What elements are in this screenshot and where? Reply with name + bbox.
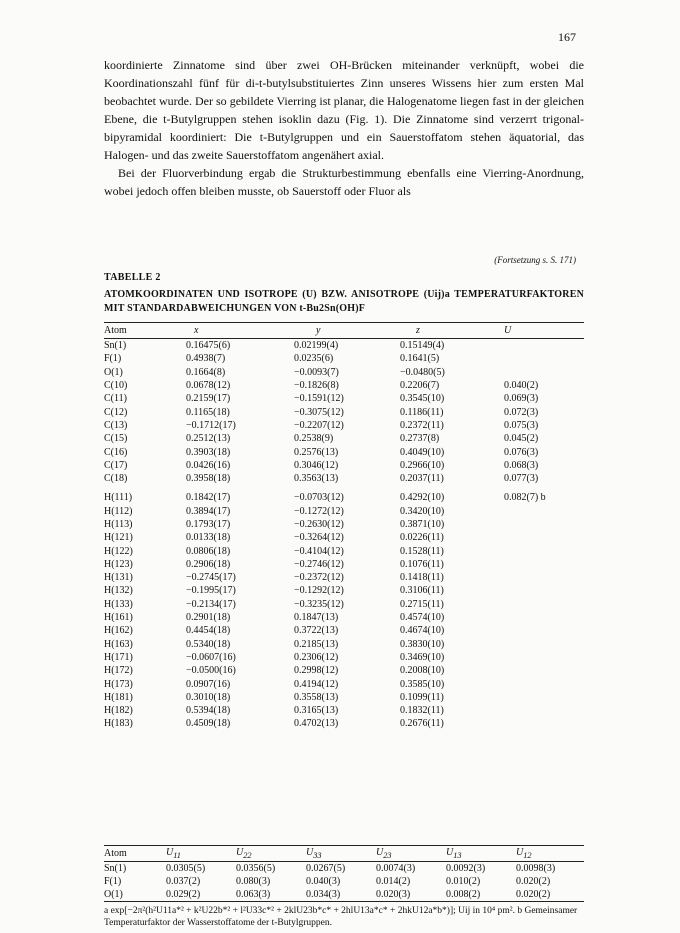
table-cell: −0.1591(12) [294, 393, 344, 405]
table-row [104, 518, 584, 531]
table-cell: 0.4938(7) [186, 353, 226, 365]
table-cell: H(122) [104, 545, 133, 557]
table-cell: H(123) [104, 558, 133, 570]
table-cell: 0.15149(4) [400, 340, 445, 352]
table-cell: 0.1664(8) [186, 366, 226, 378]
col-header-atom: Atom [104, 323, 176, 339]
table-cell: 0.3046(12) [294, 459, 339, 471]
table-cell: −0.3235(12) [294, 598, 344, 610]
table-cell: 0.3894(17) [186, 505, 231, 517]
heavy-atom-rows [104, 339, 584, 486]
table-cell [504, 638, 584, 651]
table-cell: 0.0226(11) [400, 532, 444, 544]
table-cell: 0.02199(4) [294, 340, 339, 352]
table-row [104, 544, 584, 557]
table-cell [504, 598, 584, 611]
table-cell: 0.2676(11) [400, 718, 444, 730]
table-cell: 0.2185(13) [294, 638, 339, 650]
table-cell: 0.4194(12) [294, 678, 339, 690]
table-cell: 0.0907(16) [186, 678, 231, 690]
table-cell: 0.034(3) [306, 888, 376, 902]
table-cell: H(121) [104, 532, 133, 544]
table-row [104, 862, 584, 876]
table-cell: 0.010(2) [446, 876, 481, 887]
col-header-atom: Atom [104, 846, 166, 862]
table-cell: H(132) [104, 585, 133, 597]
table-row [104, 888, 584, 902]
table-cell [504, 611, 584, 624]
col-header-u33: $U_{33}$ [306, 846, 376, 862]
table-row [104, 875, 584, 888]
table-cell: −0.0480(5) [400, 366, 445, 378]
table-cell: H(113) [104, 519, 133, 530]
table-cell: 0.1165(18) [186, 406, 230, 418]
table-row [104, 419, 584, 432]
table-cell: −0.1712(17) [186, 419, 236, 431]
table-cell: 0.3420(10) [400, 505, 445, 517]
table-cell: 0.2206(7) [400, 380, 440, 392]
table-cell: −0.0093(7) [294, 366, 339, 378]
table-cell [504, 624, 584, 637]
table-cell: 0.3722(13) [294, 625, 339, 637]
table-cell: 0.3563(13) [294, 473, 339, 485]
table-cell: H(161) [104, 612, 133, 624]
table-row [104, 691, 584, 704]
table-cell: −0.1995(17) [186, 585, 236, 597]
coordinates-table [104, 322, 584, 731]
table-cell: −0.3264(12) [294, 532, 344, 544]
table-row [104, 445, 584, 458]
table-cell: −0.1826(8) [294, 380, 339, 392]
col-header-u: U [504, 323, 584, 339]
col-header-u12: $U_{12}$ [516, 846, 584, 862]
table-cell: −0.3075(12) [294, 406, 344, 418]
table-cell: 0.3871(10) [400, 519, 445, 530]
table-row [104, 677, 584, 690]
table-cell: 0.0356(5) [236, 863, 276, 874]
table-cell: 0.0235(6) [294, 353, 334, 365]
col-header-z: z [394, 323, 504, 339]
table-cell [504, 505, 584, 518]
table-cell: 0.2737(8) [400, 433, 440, 445]
hydrogen-atom-rows [104, 491, 584, 730]
table-cell: 0.020(3) [376, 888, 446, 902]
table-cell: 0.0426(16) [186, 459, 231, 471]
table-cell: 0.2159(17) [186, 393, 231, 405]
table-cell: 0.029(2) [166, 888, 236, 902]
table-cell: C(18) [104, 473, 128, 485]
table-row [104, 531, 584, 544]
table-cell: 0.5394(18) [186, 705, 231, 717]
table-cell: H(181) [104, 691, 133, 703]
table-cell [504, 518, 584, 531]
table-cell: H(171) [104, 651, 133, 663]
table-cell: 0.3830(10) [400, 638, 445, 650]
table-cell: 0.072(3) [504, 406, 539, 418]
table-cell: 0.020(2) [516, 888, 584, 902]
table-cell: 0.1847(13) [294, 612, 339, 624]
table-cell [504, 704, 584, 717]
table-cell: −0.0500(16) [186, 665, 236, 677]
table-cell [504, 544, 584, 557]
table-cell: 0.2008(10) [400, 665, 445, 677]
col-header-u11: $U_{11}$ [166, 846, 236, 862]
table-row [104, 651, 584, 664]
footnote: a exp[−2π²(h²U11a*² + k²U22b*² + l²U33c*² + 2klU23b*c* + 2hlU13a*c* + 2hkU12a*b*)]; Uij in 10⁴ pm². b Gemeinsamer Temperaturfaktor der Wasserstoffatome der t-Butylgruppen. [104, 906, 578, 928]
table-cell: H(131) [104, 572, 133, 584]
table-caption: ATOMKOORDINATEN UND ISOTROPE (U) BZW. ANISOTROPE (Uij)a TEMPERATURFAKTOREN MIT STANDARDABWEICHUNGEN VON t-Bu2Sn(OH)F [104, 289, 584, 314]
table-row [104, 598, 584, 611]
table-cell: 0.5340(18) [186, 638, 231, 650]
table-cell [504, 352, 584, 365]
table-cell: F(1) [104, 353, 122, 365]
table-cell: 0.2538(9) [294, 433, 334, 445]
table-cell [504, 571, 584, 584]
table-cell: Sn(1) [104, 340, 127, 352]
table-cell: 0.1793(17) [186, 519, 231, 530]
table-cell: H(133) [104, 598, 133, 610]
table-cell [504, 651, 584, 664]
table-cell: Sn(1) [104, 863, 127, 874]
col-header-u13: $U_{13}$ [446, 846, 516, 862]
table-header-row [104, 323, 584, 339]
table-cell: 0.1099(11) [400, 691, 444, 703]
table-cell: −0.2745(17) [186, 572, 236, 584]
table-cell: 0.3958(18) [186, 473, 231, 485]
table-cell: 0.1418(11) [400, 572, 444, 584]
table2-header-row [104, 846, 584, 862]
table-cell: 0.2966(10) [400, 459, 445, 471]
table-cell: −0.1292(12) [294, 585, 344, 597]
table-cell: C(15) [104, 433, 128, 445]
table-cell: −0.0607(16) [186, 651, 236, 663]
table-row [104, 704, 584, 717]
table-row [104, 472, 584, 485]
table-cell: 0.040(3) [306, 876, 341, 887]
table-cell: −0.1272(12) [294, 505, 344, 517]
table-cell: 0.076(3) [504, 446, 539, 458]
table-row [104, 405, 584, 418]
table-cell: 0.037(2) [166, 876, 201, 887]
table-cell: 0.1186(11) [400, 406, 444, 418]
table-cell: 0.020(2) [516, 876, 551, 887]
table-row [104, 339, 584, 353]
table-cell: 0.4574(10) [400, 612, 445, 624]
table-cell [504, 717, 584, 730]
table-label: TABELLE 2 [104, 272, 161, 283]
table-cell: 0.2037(11) [400, 473, 444, 485]
table-cell: 0.040(2) [504, 380, 539, 392]
table-row [104, 392, 584, 405]
table-cell [504, 531, 584, 544]
table-cell: 0.0074(3) [376, 863, 416, 874]
table-cell: −0.2134(17) [186, 598, 236, 610]
table-cell: −0.2207(12) [294, 419, 344, 431]
table-cell: 0.0678(12) [186, 380, 231, 392]
table-row [104, 558, 584, 571]
table-cell: 0.008(2) [446, 888, 516, 902]
table-cell: C(13) [104, 419, 128, 431]
table-cell: 0.1528(11) [400, 545, 444, 557]
table-cell: 0.077(3) [504, 473, 539, 485]
table-cell: H(173) [104, 678, 133, 690]
table-cell: H(172) [104, 665, 133, 677]
table-cell: 0.0092(3) [446, 863, 486, 874]
table-cell: 0.068(3) [504, 459, 539, 471]
col-header-u22: $U_{22}$ [236, 846, 306, 862]
table-cell: 0.2715(11) [400, 598, 444, 610]
table-cell: H(182) [104, 705, 133, 717]
table-cell: −0.2630(12) [294, 519, 344, 530]
table-cell: 0.3545(10) [400, 393, 445, 405]
table-cell [504, 558, 584, 571]
table-cell: −0.0703(12) [294, 492, 344, 504]
table-cell: C(10) [104, 380, 128, 392]
table-row [104, 624, 584, 637]
table-cell: C(12) [104, 406, 128, 418]
table-cell: 0.0098(3) [516, 863, 556, 874]
col-header-u23: $U_{23}$ [376, 846, 446, 862]
table-cell: 0.0133(18) [186, 532, 231, 544]
page-number: 167 [558, 30, 576, 44]
col-header-y: y [284, 323, 394, 339]
body-text [104, 56, 584, 200]
table-cell: H(162) [104, 625, 133, 637]
table-row [104, 638, 584, 651]
table-row [104, 491, 584, 504]
table-row [104, 611, 584, 624]
table-cell [504, 664, 584, 677]
table-cell [504, 366, 584, 379]
table-cell: 0.2901(18) [186, 612, 231, 624]
table-cell: H(183) [104, 718, 133, 730]
table-cell: 0.2372(11) [400, 419, 444, 431]
continued-note: (Fortsetzung s. S. 171) [494, 255, 576, 265]
table-cell: 0.3469(10) [400, 651, 445, 663]
table-cell: 0.3106(11) [400, 585, 444, 597]
table-row [104, 664, 584, 677]
table-cell: O(1) [104, 888, 166, 902]
table-cell: 0.2512(13) [186, 433, 231, 445]
table-cell: 0.1832(11) [400, 705, 444, 717]
paragraph-2: Bei der Fluorverbindung ergab die Strukturbestimmung ebenfalls eine Vierring-Anordnung, wobei jedoch offen bleiben musste, ob Sauerstoff oder Fluor als [104, 166, 584, 198]
table-cell: 0.0806(18) [186, 545, 231, 557]
anisotropic-rows [104, 862, 584, 902]
table-cell: 0.16475(6) [186, 340, 231, 352]
table-cell [504, 677, 584, 690]
table-cell: 0.069(3) [504, 393, 539, 405]
table-cell [504, 584, 584, 597]
table-cell: 0.3010(18) [186, 691, 231, 703]
table-cell: 0.3165(13) [294, 705, 339, 717]
table-cell: 0.014(2) [376, 876, 411, 887]
table-cell: 0.3585(10) [400, 678, 445, 690]
table-row [104, 717, 584, 730]
paragraph-1: koordinierte Zinnatome sind über zwei OH-Brücken miteinander verknüpft, wobei die Koordinationszahl fünf für di-t-butylsubstituiertes Zinn unseres Wissens hier zum ersten Mal beobachtet wurde. Der so gebildete Vierring ist planar, die Halogenatome liegen fast in der gleichen Ebene, die t-Butylgruppen stehen isoklin dazu (Fig. 1). Die Zinnatome sind verzerrt trigonal-bipyramidal koordiniert: Die t-Butylgruppen und ein Sauerstoffatom stehen äquatorial, das Halogen- und das zweite Sauerstoffatom angenähert axial. [104, 58, 584, 162]
table-row [104, 505, 584, 518]
table-cell: O(1) [104, 366, 123, 378]
table-row [104, 584, 584, 597]
table-row [104, 352, 584, 365]
table-cell: 0.2906(18) [186, 558, 231, 570]
col-header-x: x [176, 323, 284, 339]
table-cell: 0.1842(17) [186, 492, 231, 504]
table-cell: −0.4104(12) [294, 545, 344, 557]
table-cell: 0.0305(5) [166, 863, 206, 874]
table-cell: 0.1641(5) [400, 353, 440, 365]
table-cell: 0.063(3) [236, 888, 306, 902]
table-row [104, 432, 584, 445]
table-cell: F(1) [104, 876, 122, 887]
table-cell: 0.4454(18) [186, 625, 231, 637]
table-cell: 0.075(3) [504, 419, 539, 431]
table-cell: 0.082(7) b [504, 492, 546, 504]
table-cell: H(112) [104, 505, 133, 517]
table-cell: H(111) [104, 492, 133, 504]
table-row [104, 366, 584, 379]
table-cell: C(16) [104, 446, 128, 458]
table-cell: 0.3903(18) [186, 446, 231, 458]
table-cell: 0.4674(10) [400, 625, 445, 637]
table-cell: C(17) [104, 459, 128, 471]
table-cell: 0.045(2) [504, 433, 539, 445]
table-cell: 0.4509(18) [186, 718, 231, 730]
table-cell: 0.2998(12) [294, 665, 339, 677]
anisotropic-table [104, 845, 584, 902]
table-cell: 0.0267(5) [306, 863, 346, 874]
table-cell: 0.080(3) [236, 876, 271, 887]
table-cell: 0.4049(10) [400, 446, 445, 458]
table-cell: 0.2576(13) [294, 446, 339, 458]
table-cell [504, 691, 584, 704]
table-cell: −0.2746(12) [294, 558, 344, 570]
table-cell: 0.4702(13) [294, 718, 339, 730]
table-row [104, 379, 584, 392]
table-row [104, 459, 584, 472]
table-cell: H(163) [104, 638, 133, 650]
table-cell: 0.3558(13) [294, 691, 339, 703]
table-cell [504, 339, 584, 353]
table-row [104, 571, 584, 584]
table-cell: 0.2306(12) [294, 651, 339, 663]
table-cell: −0.2372(12) [294, 572, 344, 584]
table-cell: 0.1076(11) [400, 558, 444, 570]
table-cell: C(11) [104, 393, 127, 405]
table-cell: 0.4292(10) [400, 492, 445, 504]
